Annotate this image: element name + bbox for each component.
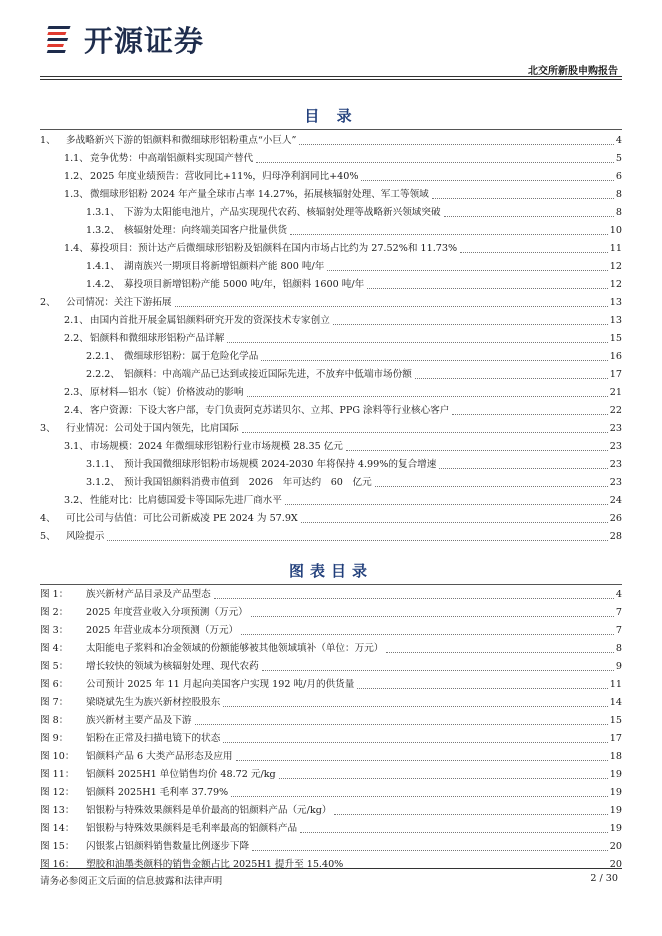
figure-entry[interactable] xyxy=(40,748,622,766)
entry-number: 图 14： xyxy=(40,823,75,834)
dot-leader xyxy=(333,324,608,325)
entry-number: 1.3、 xyxy=(64,189,89,200)
entry-text: 铝颜料 2025H1 单位销售均价 48.72 元/kg xyxy=(86,769,276,780)
entry-text: 太阳能电子浆料和冶金领域的份额能够被其他领域填补（单位：万元） xyxy=(86,643,384,654)
entry-number: 2.4、 xyxy=(64,405,89,416)
toc-entry[interactable] xyxy=(40,258,622,276)
entry-page: 23 xyxy=(609,459,622,470)
entry-text: 族兴新材产品目录及产品型态 xyxy=(86,589,211,600)
company-logo xyxy=(44,18,204,60)
dot-leader xyxy=(241,634,614,635)
figure-entry[interactable] xyxy=(40,730,622,748)
entry-text: 微细球形铝粉 2024 年产量全球市占率 14.27%，拓展核辐射处理、军工等领域 xyxy=(90,189,429,200)
dot-leader xyxy=(107,540,607,541)
dot-leader xyxy=(261,360,607,361)
entry-number: 图 15： xyxy=(40,841,75,852)
entry-page: 14 xyxy=(609,697,622,708)
dot-leader xyxy=(236,760,608,761)
entry-page: 6 xyxy=(615,171,622,182)
entry-number: 2.2、 xyxy=(64,333,89,344)
dot-leader xyxy=(375,486,608,487)
entry-number: 1.4.2、 xyxy=(86,279,121,290)
entry-text: 铝粉在正常及扫描电镜下的状态 xyxy=(86,733,221,744)
dot-leader xyxy=(327,270,607,271)
entry-number: 2.2.2、 xyxy=(86,369,121,380)
toc-entry[interactable] xyxy=(40,348,622,366)
entry-number: 1.2、 xyxy=(64,171,89,182)
figure-entry[interactable] xyxy=(40,784,622,802)
entry-page: 20 xyxy=(609,841,622,852)
dot-leader xyxy=(299,144,613,145)
figure-entry[interactable] xyxy=(40,802,622,820)
page-indicator: 2 / 30 xyxy=(590,873,618,884)
entry-page: 11 xyxy=(609,679,622,690)
toc-entry[interactable] xyxy=(40,420,622,438)
figure-entry[interactable] xyxy=(40,640,622,658)
dot-leader xyxy=(301,522,608,523)
figures-title: 图表目录 xyxy=(288,562,373,580)
dot-leader xyxy=(386,652,613,653)
entry-page: 18 xyxy=(609,751,622,762)
entry-number: 图 2： xyxy=(40,607,69,618)
header-divider-thin xyxy=(40,79,622,80)
dot-leader xyxy=(175,306,608,307)
entry-page: 8 xyxy=(615,643,622,654)
entry-page: 8 xyxy=(615,207,622,218)
dot-leader xyxy=(415,378,608,379)
toc-entry[interactable] xyxy=(40,366,622,384)
figure-entry[interactable] xyxy=(40,586,622,604)
entry-number: 图 16： xyxy=(40,859,75,870)
entry-text: 湖南族兴一期项目将新增铝颜料产能 800 吨/年 xyxy=(124,261,325,272)
figure-entry[interactable] xyxy=(40,712,622,730)
figure-entry[interactable] xyxy=(40,856,622,874)
entry-number: 1.3.2、 xyxy=(86,225,121,236)
entry-text: 铝银粉与特殊效果颜料是单价最高的铝颜料产品（元/kg） xyxy=(86,805,332,816)
entry-number: 4、 xyxy=(40,513,56,524)
toc-title-rule xyxy=(40,129,622,130)
entry-page: 12 xyxy=(609,279,622,290)
entry-text: 2025 年度营业收入分项预测（万元） xyxy=(86,607,248,618)
entry-text: 塑胶和油墨类颜料的销售金额占比 2025H1 提升至 15.40% xyxy=(86,859,344,870)
toc-entry[interactable] xyxy=(40,474,622,492)
entry-page: 4 xyxy=(615,589,622,600)
footer-disclaimer: 请务必参阅正文后面的信息披露和法律声明 xyxy=(40,876,223,887)
dot-leader xyxy=(242,432,608,433)
toc-title: 目 录 xyxy=(304,107,358,125)
dot-leader xyxy=(439,468,607,469)
entry-text: 预计我国微细球形铝粉市场规模 2024-2030 年将保持 4.99%的复合增速 xyxy=(124,459,437,470)
dot-leader xyxy=(334,814,607,815)
entry-text: 可比公司与估值：可比公司新威凌 PE 2024 为 57.9X xyxy=(66,513,298,524)
entry-page: 5 xyxy=(615,153,622,164)
entry-page: 19 xyxy=(609,787,622,798)
entry-text: 族兴新材主要产品及下游 xyxy=(86,715,192,726)
dot-leader xyxy=(290,234,608,235)
entry-text: 客户资源：下设大客户部，专门负责阿克苏诺贝尔、立邦、PPG 涂料等行业核心客户 xyxy=(90,405,450,416)
figure-entry[interactable] xyxy=(40,622,622,640)
toc-entry[interactable] xyxy=(40,312,622,330)
entry-number: 图 4： xyxy=(40,643,69,654)
entry-page: 23 xyxy=(609,441,622,452)
entry-number: 图 1： xyxy=(40,589,69,600)
entry-page: 13 xyxy=(609,315,622,326)
dot-leader xyxy=(252,850,608,851)
toc-entry[interactable] xyxy=(40,384,622,402)
dot-leader xyxy=(432,198,614,199)
toc-entry[interactable] xyxy=(40,294,622,312)
entry-text: 铝颜料和微细球形铝粉产品详解 xyxy=(90,333,225,344)
figures-list xyxy=(40,586,622,874)
entry-page: 24 xyxy=(609,495,622,506)
toc-entry[interactable] xyxy=(40,528,622,546)
toc-entry[interactable] xyxy=(40,510,622,528)
entry-page: 11 xyxy=(609,243,622,254)
entry-text: 竞争优势：中高端铝颜料实现国产替代 xyxy=(90,153,254,164)
toc-list xyxy=(40,132,622,546)
entry-number: 图 5： xyxy=(40,661,69,672)
figure-entry[interactable] xyxy=(40,820,622,838)
entry-text: 梁晓斌先生为族兴新材控股股东 xyxy=(86,697,221,708)
entry-number: 5、 xyxy=(40,531,56,542)
entry-page: 4 xyxy=(615,135,622,146)
figure-entry[interactable] xyxy=(40,604,622,622)
entry-number: 3.2、 xyxy=(64,495,89,506)
entry-page: 17 xyxy=(609,369,622,380)
entry-page: 21 xyxy=(609,387,622,398)
logo-mark-icon xyxy=(44,22,78,56)
dot-leader xyxy=(247,396,608,397)
dot-leader xyxy=(367,288,608,289)
toc-entry[interactable] xyxy=(40,402,622,420)
entry-number: 1、 xyxy=(40,135,56,146)
entry-number: 3、 xyxy=(40,423,56,434)
dot-leader xyxy=(251,616,614,617)
toc-entry[interactable] xyxy=(40,438,622,456)
entry-page: 19 xyxy=(609,805,622,816)
entry-number: 2.3、 xyxy=(64,387,89,398)
report-type-label: 北交所新股申购报告 xyxy=(528,66,618,77)
entry-number: 图 6： xyxy=(40,679,69,690)
figures-title-rule xyxy=(40,584,622,585)
entry-page: 13 xyxy=(609,297,622,308)
entry-text: 下游为太阳能电池片，产品实现现代农药、核辐射处理等战略新兴领域突破 xyxy=(124,207,441,218)
dot-leader xyxy=(452,414,607,415)
entry-number: 2.1、 xyxy=(64,315,89,326)
entry-text: 原材料—铝水（锭）价格波动的影响 xyxy=(90,387,244,398)
entry-text: 闪银浆占铝颜料销售数量比例逐步下降 xyxy=(86,841,250,852)
entry-text: 2025 年度业绩预告：营收同比+11%，归母净利润同比+40% xyxy=(90,171,359,182)
figure-entry[interactable] xyxy=(40,766,622,784)
entry-page: 12 xyxy=(609,261,622,272)
entry-text: 预计我国铝颜料消费市值到 2026 年可达约 60 亿元 xyxy=(124,477,372,488)
dot-leader xyxy=(300,832,608,833)
entry-text: 微细球形铝粉：属于危险化学品 xyxy=(124,351,259,362)
entry-text: 公司预计 2025 年 11 月起向美国客户实现 192 吨/月的供货量 xyxy=(86,679,355,690)
entry-number: 3.1、 xyxy=(64,441,89,452)
dot-leader xyxy=(444,216,614,217)
entry-page: 7 xyxy=(615,607,622,618)
dot-leader xyxy=(214,598,614,599)
entry-number: 3.1.2、 xyxy=(86,477,121,488)
dot-leader xyxy=(227,342,607,343)
entry-number: 图 10： xyxy=(40,751,75,762)
entry-page: 9 xyxy=(615,661,622,672)
entry-number: 图 12： xyxy=(40,787,75,798)
entry-page: 26 xyxy=(609,513,622,524)
entry-number: 图 3： xyxy=(40,625,69,636)
entry-text: 铝颜料 2025H1 毛利率 37.79% xyxy=(86,787,229,798)
entry-page: 8 xyxy=(615,189,622,200)
entry-number: 图 11： xyxy=(40,769,75,780)
dot-leader xyxy=(361,180,613,181)
entry-text: 性能对比：比肩德国爱卡等国际先进厂商水平 xyxy=(90,495,282,506)
entry-text: 多战略新兴下游的铝颜料和微细球形铝粉重点“小巨人” xyxy=(66,135,297,146)
dot-leader xyxy=(256,162,614,163)
footer-divider xyxy=(40,868,622,869)
entry-number: 图 8： xyxy=(40,715,69,726)
entry-number: 1.3.1、 xyxy=(86,207,121,218)
toc-entry[interactable] xyxy=(40,132,622,150)
entry-text: 市场规模：2024 年微细球形铝粉行业市场规模 28.35 亿元 xyxy=(90,441,343,452)
entry-text: 公司情况：关注下游拓展 xyxy=(66,297,172,308)
entry-text: 增长较快的领域为核辐射处理、现代农药 xyxy=(86,661,259,672)
dot-leader xyxy=(262,670,614,671)
entry-text: 由国内首批开展金属铝颜料研究开发的资深技术专家创立 xyxy=(90,315,330,326)
toc-entry[interactable] xyxy=(40,330,622,348)
entry-number: 1.4、 xyxy=(64,243,89,254)
toc-entry[interactable] xyxy=(40,186,622,204)
entry-page: 16 xyxy=(609,351,622,362)
entry-page: 23 xyxy=(609,423,622,434)
header-divider xyxy=(40,76,622,77)
entry-number: 图 13： xyxy=(40,805,75,816)
dot-leader xyxy=(279,778,608,779)
dot-leader xyxy=(231,796,608,797)
toc-entry[interactable] xyxy=(40,240,622,258)
entry-page: 17 xyxy=(609,733,622,744)
entry-number: 2.2.1、 xyxy=(86,351,121,362)
entry-text: 铝颜料产品 6 大类产品形态及应用 xyxy=(86,751,233,762)
toc-entry[interactable] xyxy=(40,168,622,186)
entry-text: 行业情况：公司处于国内领先，比肩国际 xyxy=(66,423,239,434)
company-name: 开源证券 xyxy=(84,23,205,58)
entry-number: 3.1.1、 xyxy=(86,459,121,470)
dot-leader xyxy=(346,450,608,451)
toc-entry[interactable] xyxy=(40,492,622,510)
dot-leader xyxy=(223,742,607,743)
entry-number: 1.4.1、 xyxy=(86,261,121,272)
entry-text: 铝银粉与特殊效果颜料是毛利率最高的铝颜料产品 xyxy=(86,823,298,834)
figure-entry[interactable] xyxy=(40,694,622,712)
toc-entry[interactable] xyxy=(40,222,622,240)
entry-page: 10 xyxy=(609,225,622,236)
dot-leader xyxy=(357,688,607,689)
toc-entry[interactable] xyxy=(40,204,622,222)
entry-number: 1.1、 xyxy=(64,153,89,164)
dot-leader xyxy=(285,504,608,505)
entry-page: 15 xyxy=(609,715,622,726)
entry-number: 图 7： xyxy=(40,697,69,708)
entry-number: 图 9： xyxy=(40,733,69,744)
toc-entry[interactable] xyxy=(40,276,622,294)
entry-page: 19 xyxy=(609,769,622,780)
figure-entry[interactable] xyxy=(40,676,622,694)
entry-number: 2、 xyxy=(40,297,56,308)
entry-page: 20 xyxy=(609,859,622,870)
entry-text: 铝颜料：中高端产品已达到或接近国际先进，不放弃中低端市场份额 xyxy=(124,369,412,380)
dot-leader xyxy=(195,724,608,725)
entry-page: 7 xyxy=(615,625,622,636)
entry-text: 2025 年营业成本分项预测（万元） xyxy=(86,625,239,636)
figure-entry[interactable] xyxy=(40,838,622,856)
figure-entry[interactable] xyxy=(40,658,622,676)
entry-text: 核辐射处理：向终端美国客户批量供货 xyxy=(124,225,288,236)
dot-leader xyxy=(223,706,607,707)
entry-page: 23 xyxy=(609,477,622,488)
entry-page: 15 xyxy=(609,333,622,344)
entry-text: 募投项目：预计达产后微细球形铝粉及铝颜料在国内市场占比约为 27.52%和 11.73% xyxy=(90,243,458,254)
toc-entry[interactable] xyxy=(40,456,622,474)
entry-page: 28 xyxy=(609,531,622,542)
entry-page: 19 xyxy=(609,823,622,834)
entry-text: 募投项目新增铝粉产能 5000 吨/年，铝颜料 1600 吨/年 xyxy=(124,279,365,290)
entry-text: 风险提示 xyxy=(66,531,105,542)
entry-page: 22 xyxy=(609,405,622,416)
dot-leader xyxy=(460,252,608,253)
toc-entry[interactable] xyxy=(40,150,622,168)
